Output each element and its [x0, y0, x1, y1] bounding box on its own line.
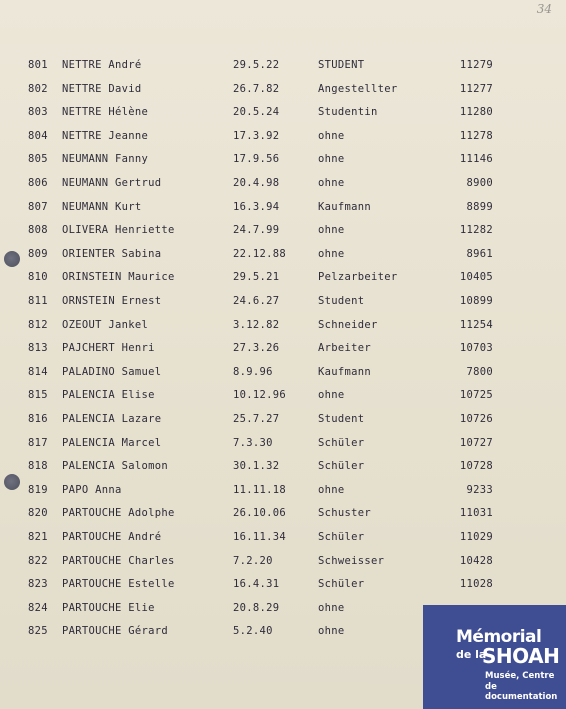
birth-date: 8.9.96	[233, 365, 273, 378]
record-id: 11254	[459, 318, 493, 331]
list-row	[0, 551, 566, 571]
record-id: 11146	[459, 153, 493, 166]
memorial-shoah-logo	[423, 605, 566, 709]
record-id: 8899	[466, 200, 493, 213]
birth-date: 16.4.31	[233, 578, 280, 591]
occupation: ohne	[318, 483, 345, 496]
row-number: 817	[28, 436, 48, 449]
row-number: 824	[28, 601, 48, 614]
row-number: 809	[28, 247, 48, 260]
occupation: Angestellter	[318, 82, 398, 95]
row-number: 801	[28, 59, 48, 71]
occupation: ohne	[318, 224, 345, 237]
person-name: NETTRE André	[62, 59, 142, 71]
logo-line-shoah: SHOAH	[482, 644, 560, 668]
birth-date: 29.5.21	[233, 271, 280, 284]
row-number: 813	[28, 342, 48, 355]
birth-date: 20.5.24	[233, 106, 280, 119]
record-id: 10726	[459, 413, 493, 425]
list-row	[0, 362, 566, 382]
list-row	[0, 503, 566, 523]
occupation: STUDENT	[318, 59, 365, 71]
list-row	[0, 55, 566, 75]
record-id: 11280	[459, 106, 493, 119]
row-number: 814	[28, 365, 48, 378]
list-row	[0, 385, 566, 405]
row-number: 802	[28, 82, 48, 95]
birth-date: 16.3.94	[233, 200, 280, 213]
record-id: 10703	[459, 342, 493, 355]
birth-date: 20.8.29	[233, 601, 280, 614]
person-name: NEUMANN Fanny	[62, 153, 149, 166]
record-id: 9233	[466, 483, 493, 496]
row-number: 804	[28, 129, 48, 142]
record-id: 7800	[466, 365, 493, 378]
record-id: 10725	[459, 389, 493, 402]
person-name: NEUMANN Kurt	[62, 200, 142, 213]
birth-date: 25.7.27	[233, 413, 280, 425]
record-id: 10727	[459, 436, 493, 449]
birth-date: 17.9.56	[233, 153, 280, 166]
occupation: Schüler	[318, 578, 365, 591]
list-row	[0, 79, 566, 99]
birth-date: 11.11.18	[233, 483, 286, 496]
list-row	[0, 338, 566, 358]
record-id: 10405	[459, 271, 493, 284]
logo-line-memorial: Mémorial	[456, 627, 542, 647]
birth-date: 26.7.82	[233, 82, 280, 95]
record-id: 10428	[459, 554, 493, 567]
record-id: 8900	[466, 177, 493, 189]
record-id: 11029	[459, 531, 493, 543]
punch-hole	[4, 251, 20, 267]
row-number: 808	[28, 224, 48, 237]
occupation: ohne	[318, 625, 345, 638]
birth-date: 7.2.20	[233, 554, 273, 567]
row-number: 805	[28, 153, 48, 166]
list-row	[0, 315, 566, 335]
occupation: Schweisser	[318, 554, 385, 567]
occupation: Schuster	[318, 507, 371, 520]
birth-date: 24.6.27	[233, 295, 280, 307]
list-row	[0, 291, 566, 311]
list-row	[0, 409, 566, 429]
record-id: 11282	[459, 224, 493, 237]
logo-line-musee-centre: Musée, Centre	[485, 671, 555, 681]
page-number: 34	[536, 2, 552, 16]
list-row	[0, 126, 566, 146]
row-number: 823	[28, 578, 48, 591]
occupation: ohne	[318, 601, 345, 614]
birth-date: 5.2.40	[233, 625, 273, 638]
birth-date: 27.3.26	[233, 342, 280, 355]
logo-line-documentation: de documentation	[485, 682, 558, 702]
row-number: 815	[28, 389, 48, 402]
occupation: ohne	[318, 153, 345, 166]
row-number: 812	[28, 318, 48, 331]
person-name: PARTOUCHE Estelle	[62, 578, 175, 591]
birth-date: 20.4.98	[233, 177, 280, 189]
record-id: 11031	[459, 507, 493, 520]
person-name: NEUMANN Gertrud	[62, 177, 162, 189]
birth-date: 17.3.92	[233, 129, 280, 142]
birth-date: 3.12.82	[233, 318, 280, 331]
person-name: OLIVERA Henriette	[62, 224, 175, 237]
list-row	[0, 149, 566, 169]
list-row	[0, 456, 566, 476]
person-name: NETTRE Jeanne	[62, 129, 149, 142]
list-row	[0, 173, 566, 193]
occupation: Kaufmann	[318, 200, 371, 213]
row-number: 806	[28, 177, 48, 189]
birth-date: 7.3.30	[233, 436, 273, 449]
person-name: NETTRE Hélène	[62, 106, 149, 119]
row-number: 816	[28, 413, 48, 425]
punch-hole	[4, 474, 20, 490]
record-id: 10728	[459, 460, 493, 473]
birth-date: 16.11.34	[233, 531, 286, 543]
record-id: 11028	[459, 578, 493, 591]
row-number: 818	[28, 460, 48, 473]
row-number: 820	[28, 507, 48, 520]
person-name: ORIENTER Sabina	[62, 247, 162, 260]
person-name: PALENCIA Salomon	[62, 460, 168, 473]
occupation: Pelzarbeiter	[318, 271, 398, 284]
row-number: 825	[28, 625, 48, 638]
list-row	[0, 433, 566, 453]
occupation: Schüler	[318, 436, 365, 449]
record-id: 11278	[459, 129, 493, 142]
list-row	[0, 244, 566, 264]
person-name: NETTRE David	[62, 82, 142, 95]
occupation: ohne	[318, 129, 345, 142]
birth-date: 30.1.32	[233, 460, 280, 473]
list-row	[0, 267, 566, 287]
person-name: PALENCIA Lazare	[62, 413, 162, 425]
row-number: 803	[28, 106, 48, 119]
record-id: 11277	[459, 82, 493, 95]
occupation: ohne	[318, 177, 345, 189]
person-name: ORNSTEIN Ernest	[62, 295, 162, 307]
occupation: Schneider	[318, 318, 378, 331]
list-row	[0, 220, 566, 240]
birth-date: 24.7.99	[233, 224, 280, 237]
row-number: 810	[28, 271, 48, 284]
occupation: Schüler	[318, 531, 365, 543]
occupation: Arbeiter	[318, 342, 371, 355]
person-name: PARTOUCHE Gérard	[62, 625, 168, 638]
person-name: PALADINO Samuel	[62, 365, 162, 378]
person-name: PARTOUCHE Elie	[62, 601, 155, 614]
row-number: 822	[28, 554, 48, 567]
occupation: ohne	[318, 247, 345, 260]
person-name: PALENCIA Elise	[62, 389, 155, 402]
list-row	[0, 480, 566, 500]
logo-line-de-la: de la	[456, 648, 487, 661]
birth-date: 29.5.22	[233, 59, 280, 71]
list-row	[0, 197, 566, 217]
birth-date: 10.12.96	[233, 389, 286, 402]
occupation: Student	[318, 413, 365, 425]
person-name: PALENCIA Marcel	[62, 436, 162, 449]
person-name: ORINSTEIN Maurice	[62, 271, 175, 284]
list-row	[0, 527, 566, 547]
birth-date: 26.10.06	[233, 507, 286, 520]
record-id: 8961	[466, 247, 493, 260]
list-row	[0, 574, 566, 594]
occupation: Studentin	[318, 106, 378, 119]
person-name: PAPO Anna	[62, 483, 122, 496]
row-number: 821	[28, 531, 48, 543]
record-id: 10899	[459, 295, 493, 307]
row-number: 819	[28, 483, 48, 496]
person-name: PAJCHERT Henri	[62, 342, 155, 355]
occupation: Schüler	[318, 460, 365, 473]
occupation: Kaufmann	[318, 365, 371, 378]
list-row	[0, 102, 566, 122]
row-number: 807	[28, 200, 48, 213]
occupation: ohne	[318, 389, 345, 402]
occupation: Student	[318, 295, 365, 307]
birth-date: 22.12.88	[233, 247, 286, 260]
record-id: 11279	[459, 59, 493, 71]
person-name: PARTOUCHE André	[62, 531, 162, 543]
person-name: PARTOUCHE Charles	[62, 554, 175, 567]
row-number: 811	[28, 295, 48, 307]
person-name: PARTOUCHE Adolphe	[62, 507, 175, 520]
person-name: OZEOUT Jankel	[62, 318, 149, 331]
